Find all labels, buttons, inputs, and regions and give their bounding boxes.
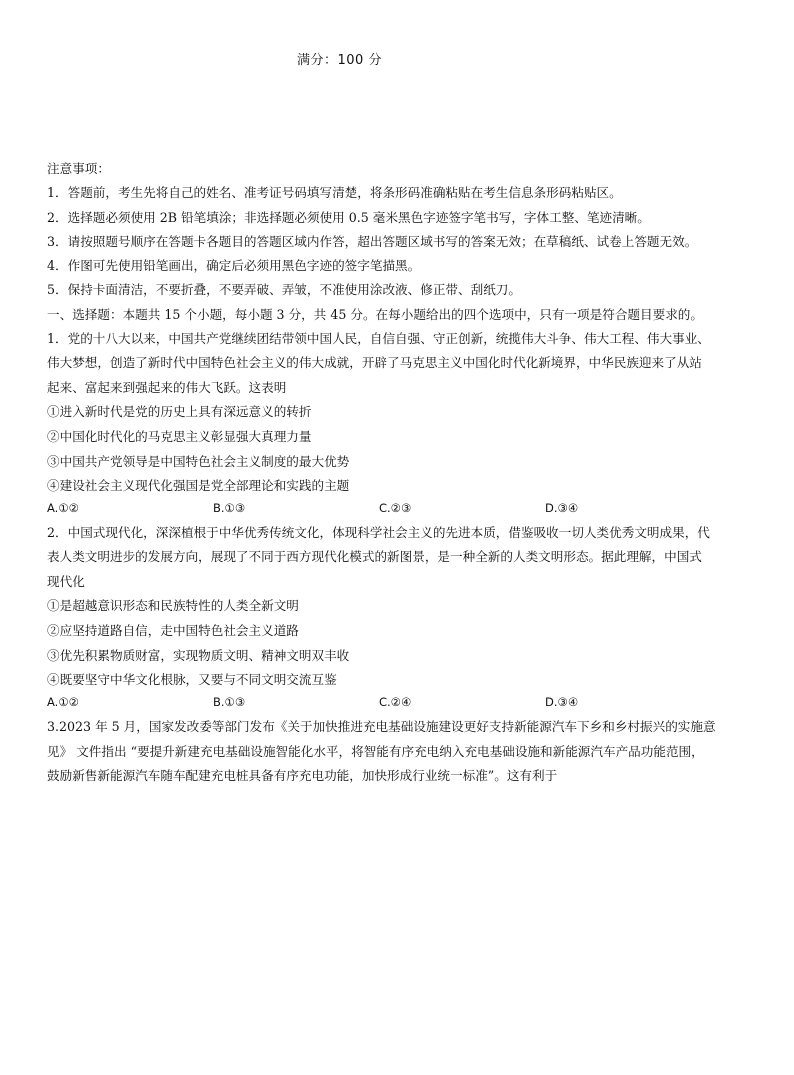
- choice-c: C.②④: [379, 695, 412, 710]
- note-item: 2．选择题必须使用 2B 铅笔填涂；非选择题必须使用 0.5 毫米黑色字迹签字笔书写，字体工整、笔迹清晰。: [47, 209, 650, 225]
- exam-content: [47, 157, 759, 788]
- choice-b: B.①③: [213, 695, 246, 710]
- statement-option: ④既要坚守中华文化根脉，又要与不同文明交流互鉴: [47, 672, 337, 688]
- question-stem-line: 起来、富起来到强起来的伟大飞跃。这表明: [47, 379, 287, 395]
- notes-title: 注意事项：: [47, 161, 110, 176]
- statement-option: ②应坚持道路自信，走中国特色社会主义道路: [47, 622, 299, 638]
- full-score: 满分：100 分: [297, 53, 382, 68]
- section-title: 一、选择题：本题共 15 个小题，每小题 3 分，共 45 分。在每小题给出的四个选项中，只有一项是符合题目要求的。: [47, 306, 703, 322]
- answer-choices: [47, 693, 759, 712]
- question-stem-line: 现代化: [47, 573, 85, 589]
- note-item: 4．作图可先使用铅笔画出，确定后必须用黑色字迹的签字笔描黑。: [47, 258, 421, 274]
- answer-choices: [47, 499, 759, 518]
- note-item: 3．请按照题号顺序在答题卡各题目的答题区域内作答，超出答题区域书写的答案无效；在草稿纸、试卷上答题无效。: [47, 233, 698, 249]
- statement-option: ④建设社会主义现代化强国是党全部理论和实践的主题: [47, 478, 350, 494]
- question-stem-line: 表人类文明进步的发展方向，展现了不同于西方现代化模式的新图景，是一种全新的人类文明形态。据此理解，中国式: [47, 549, 702, 565]
- question-stem-line: 2．中国式现代化，深深植根于中华优秀传统文化，体现科学社会主义的先进本质，借鉴吸收一切人类优秀文明成果，代: [47, 525, 710, 541]
- notes-section: [47, 157, 759, 303]
- statement-option: ③优先积累物质财富，实现物质文明、精神文明双丰收: [47, 647, 350, 663]
- statement-option: ①是超越意识形态和民族特性的人类全新文明: [47, 598, 299, 614]
- statement-option: ②中国化时代化的马克思主义彰显强大真理力量: [47, 428, 312, 444]
- question-stem-line: 见》 文件指出 “要提升新建充电基础设施智能化水平，将智能有序充电纳入充电基础设施和新能源汽车产品功能范围，: [47, 743, 704, 759]
- choice-c: C.②③: [379, 501, 412, 516]
- question-stem-line: 1．党的十八大以来，中国共产党继续团结带领中国人民，自信自强、守正创新，统揽伟大斗争、伟大工程、伟大事业、: [47, 331, 710, 347]
- choice-d: D.③④: [545, 501, 579, 516]
- statement-option: ①进入新时代是党的历史上具有深远意义的转折: [47, 403, 312, 419]
- question-1: [47, 327, 759, 518]
- choice-a: A.①②: [47, 501, 79, 516]
- question-stem-line: 鼓励新售新能源汽车随车配建充电桩具备有序充电功能，加快形成行业统一标准”。这有利于: [47, 767, 558, 783]
- note-item: 5．保持卡面清洁，不要折叠，不要弄破、弄皱，不准使用涂改液、修正带、刮纸刀。: [47, 282, 521, 298]
- question-stem-line: 3.2023 年 5 月，国家发改委等部门发布《关于加快推进充电基础设施建设更好支持新能源汽车下乡和乡村振兴的实施意: [47, 719, 716, 735]
- question-stem-line: 伟大梦想，创造了新时代中国特色社会主义的伟大成就，开辟了马克思主义中国化时代化新境界，中华民族迎来了从站: [47, 355, 702, 371]
- statement-option: ③中国共产党领导是中国特色社会主义制度的最大优势: [47, 453, 350, 469]
- choice-b: B.①③: [213, 501, 246, 516]
- choice-d: D.③④: [545, 695, 579, 710]
- choice-a: A.①②: [47, 695, 79, 710]
- note-item: 1．答题前，考生先将自己的姓名、准考证号码填写清楚，将条形码准确粘贴在考生信息条形码粘贴区。: [47, 185, 622, 201]
- question-3: [47, 715, 759, 788]
- question-2: [47, 521, 759, 712]
